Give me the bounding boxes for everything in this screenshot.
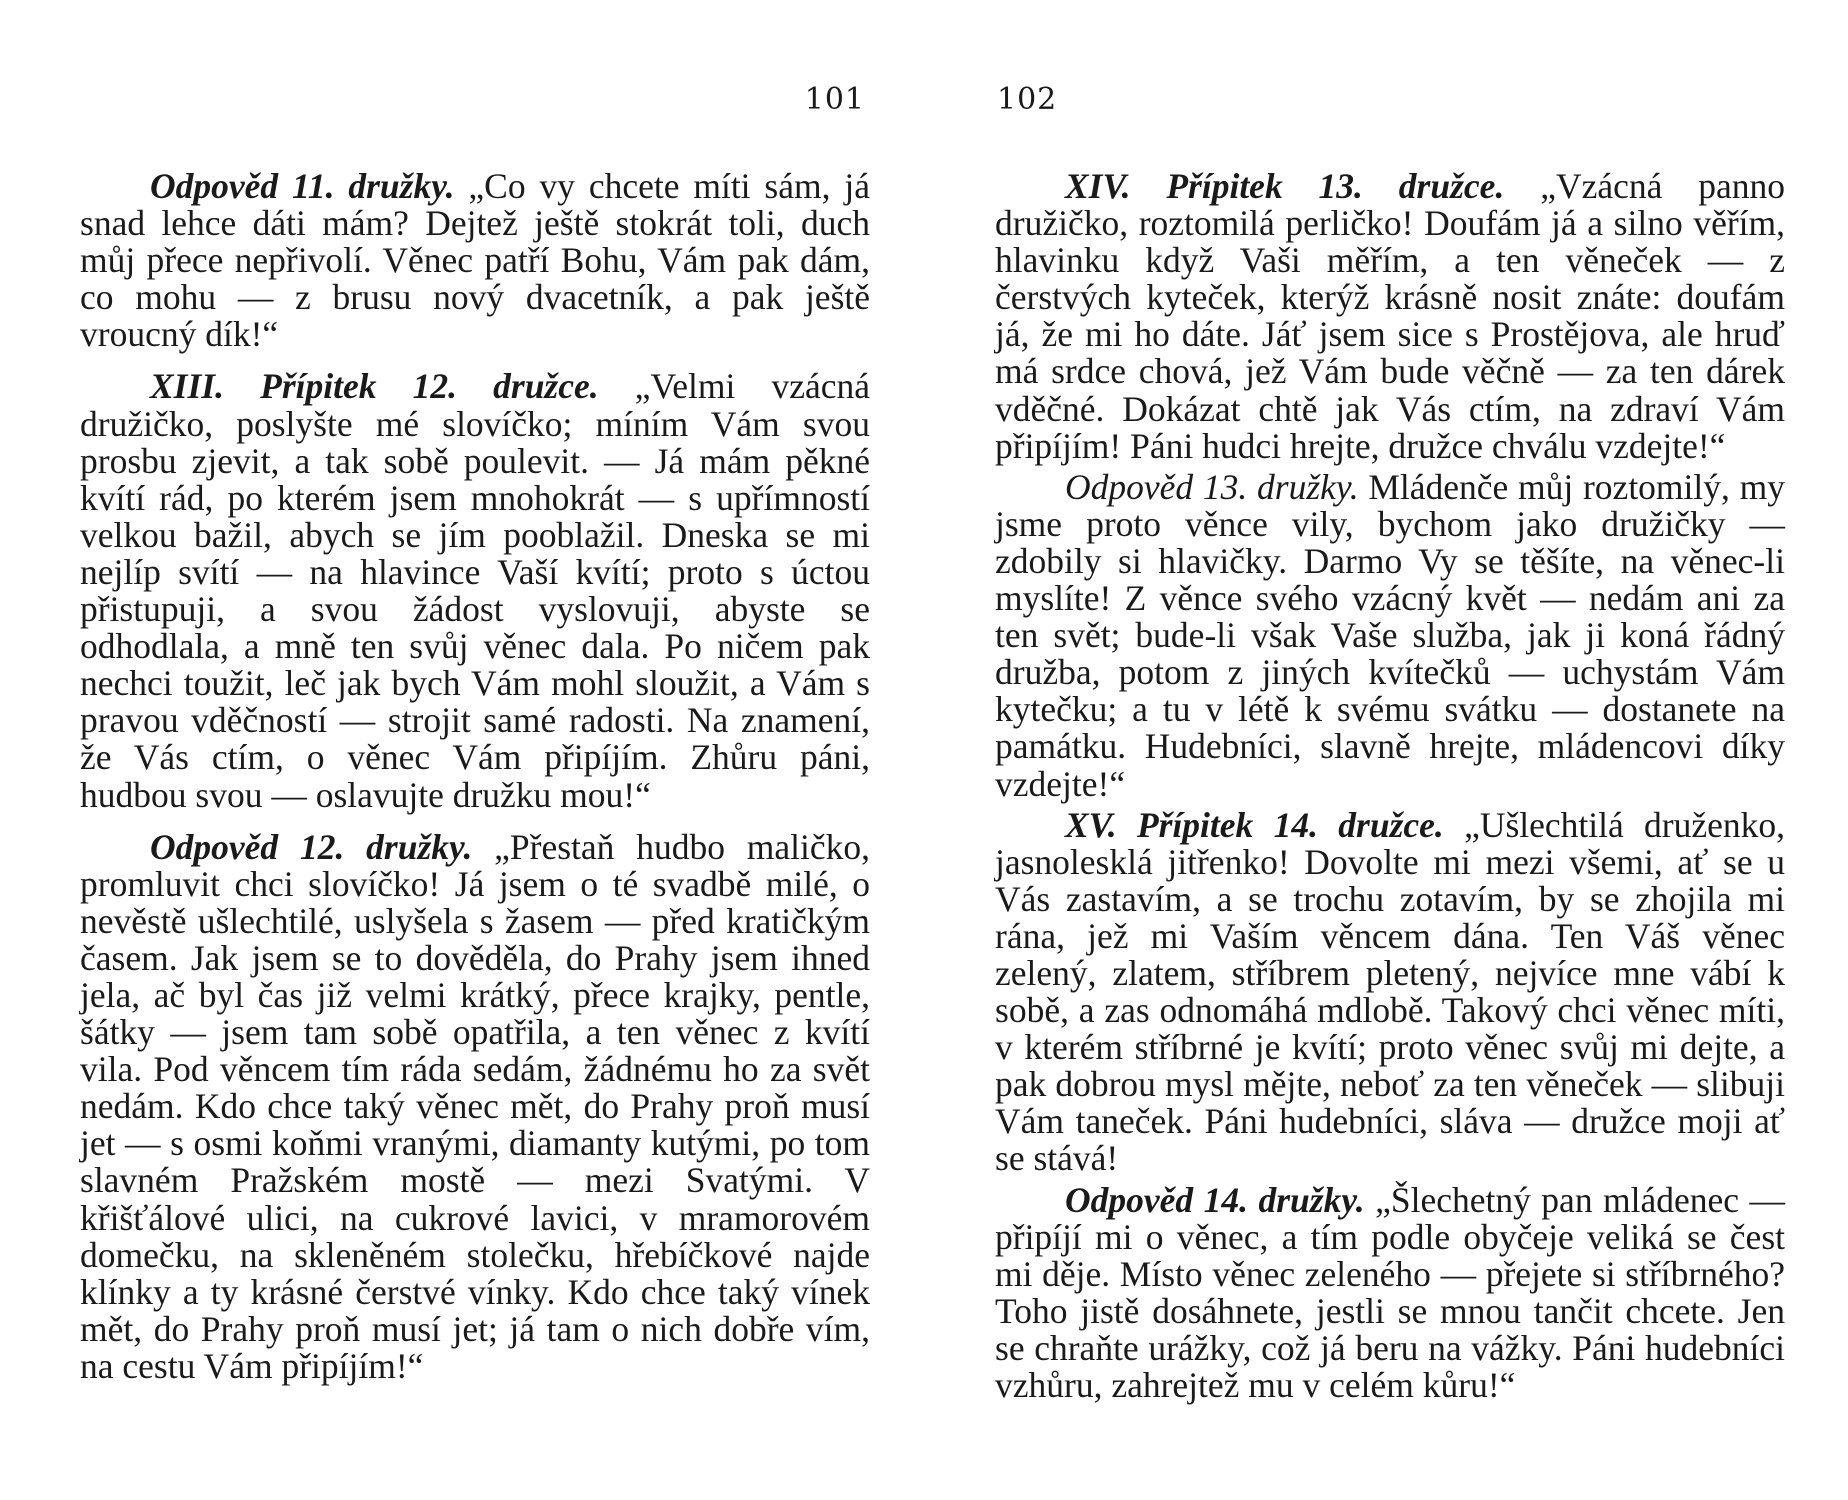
paragraph-text: „Co vy chcete míti sám, já snad lehce dáti mám? Dejtež ještě stokrát toli, duch můj přece nepřivolí. Věnec patří Bohu, Vám pak dám, co mohu — z brusu nový dvacetník, a pak ještě vroucný dík!“ — [80, 166, 870, 355]
right-page — [995, 0, 1785, 1500]
right-text-block — [995, 168, 1785, 1404]
paragraph — [995, 804, 1786, 1179]
left-page — [80, 0, 870, 1500]
paragraph-heading: XIII. Přípitek 12. družce. — [150, 366, 599, 407]
paragraph-heading: XIV. Přípitek 13. družce. — [1065, 166, 1505, 206]
paragraph-text: „Vzácná panno družičko, roztomilá perličko! Doufám já a silno věřím, hlavinku když Vaši měřím, a ten věneček — z čerstvých kyteček, kterýž krásně nosit znáte: doufám já, že mi ho dáte. Jáť jsem sice s Prostějova, ale hruď má srdce chová, jež Vám bude věčně — za ten dárek vděčné. Dokázat chtě jak Vás ctím, na zdraví Vám připíjím! Páni hudci hrejte, družce chválu vzdejte!“ — [995, 166, 1785, 466]
paragraph-text: „Šlechetný pan mládenec — připíjí mi o věnec, a tím podle obyčeje veliká se čest mi děje. Místo věnec zeleného — přejete si stříbrného? Toho jistě dosáhnete, jestli se mnou tančit chcete. Jen se chraňte urážky, což já beru na vážky. Páni hudebníci vzhůru, zahrejtež mu v celém kůru!“ — [995, 1179, 1785, 1405]
paragraph — [80, 368, 870, 813]
paragraph-heading: XV. Přípitek 14. družce. — [1065, 804, 1444, 845]
page-number: 102 — [997, 82, 1058, 117]
paragraph-heading: Odpověd 14. družky. — [1065, 1179, 1365, 1220]
paragraph-text: „Ušlechtilá druženko, jasnolesklá jitřenko! Dovolte mi mezi všemi, ať se u Vás zastavím, a se trochu zotavím, by se zhojila mi rána, jež mi Vaším věncem dána. Ten Váš věnec zelený, zlatem, stříbrem pletený, nejvíce mne vábí k sobě, a zas odnomáhá mdlobě. Takový chci věnec míti, v kterém stříbrné je kvítí; proto věnec svůj mi dejte, a pak dobrou mysl mějte, neboť za ten věneček — slibuji Vám taneček. Páni hudebníci, sláva — družce moji ať se stává! — [995, 804, 1786, 1179]
left-text-block — [80, 168, 870, 1385]
paragraph — [995, 466, 1785, 804]
paragraph — [80, 826, 870, 1386]
paragraph-heading: Odpověd 13. družky. — [1065, 466, 1359, 507]
paragraph — [80, 168, 870, 353]
page-number: 101 — [804, 82, 865, 117]
paragraph-heading: Odpověd 11. družky. — [150, 166, 455, 206]
paragraph — [995, 168, 1785, 465]
paragraph-heading: Odpověd 12. družky. — [150, 826, 473, 867]
paragraph-text: „Přestaň hudbo maličko, promluvit chci slovíčko! Já jsem o té svadbě milé, o nevěstě ušlechtilé, uslyšela s žasem — před kratičkým časem. Jak jsem se to dověděla, do Prahy jsem ihned jela, ač byl čas již velmi krátký, přece krajky, pentle, šátky — jsem tam sobě opatřila, a ten věnec z kvítí vila. Pod věncem tím ráda sedám, žádnému ho za svět nedám. Kdo chce taký věnec mět, do Prahy proň musí jet — s osmi koňmi vranými, diamanty kutými, po tom slavném Pražském mostě — mezi Svatými. V křišťálové ulici, na cukrové lavici, v mramorovém domečku, na skleněném stolečku, hřebíčkové najde klínky a ty krásné čerstvé vínky. Kdo chce taký vínek mět, do Prahy proň musí jet; já tam o nich dobře vím, na cestu Vám připíjím!“ — [80, 826, 870, 1386]
paragraph — [995, 1179, 1785, 1405]
paragraph-text: „Velmi vzácná družičko, poslyšte mé slovíčko; míním Vám svou prosbu zjevit, a tak sobě poulevit. — Já mám pěkné kvítí rád, po kterém jsem mnohokrát — s upřímností velkou bažil, abych se jím pooblažil. Dneska se mi nejlíp svítí — na hlavince Vaší kvítí; proto s úctou přistupuji, a svou žádost vyslovuji, abyste se odhodlala, a mně ten svůj věnec dala. Po ničem pak nechci toužit, leč jak bych Vám mohl sloužit, a Vám s pravou vděčností — strojit samé radosti. Na znamení, že Vás ctím, o věnec Vám připíjím. Zhůru páni, hudbou svou — oslavujte družku mou!“ — [80, 366, 870, 815]
paragraph-text: Mládenče můj roztomilý, my jsme proto věnce vily, bychom jako družičky — zdobily si hlavičky. Darmo Vy se těšíte, na věnec-li myslíte! Z věnce svého vzácný květ — nedám ani za ten svět; bude-li však Vaše služba, jak ji koná řádný družba, potom z jiných kvítečků — uchystám Vám kytečku; a tu v létě k svému svátku — dostanete na památku. Hudebníci, slavně hrejte, mládencovi díky vzdejte!“ — [995, 466, 1785, 804]
